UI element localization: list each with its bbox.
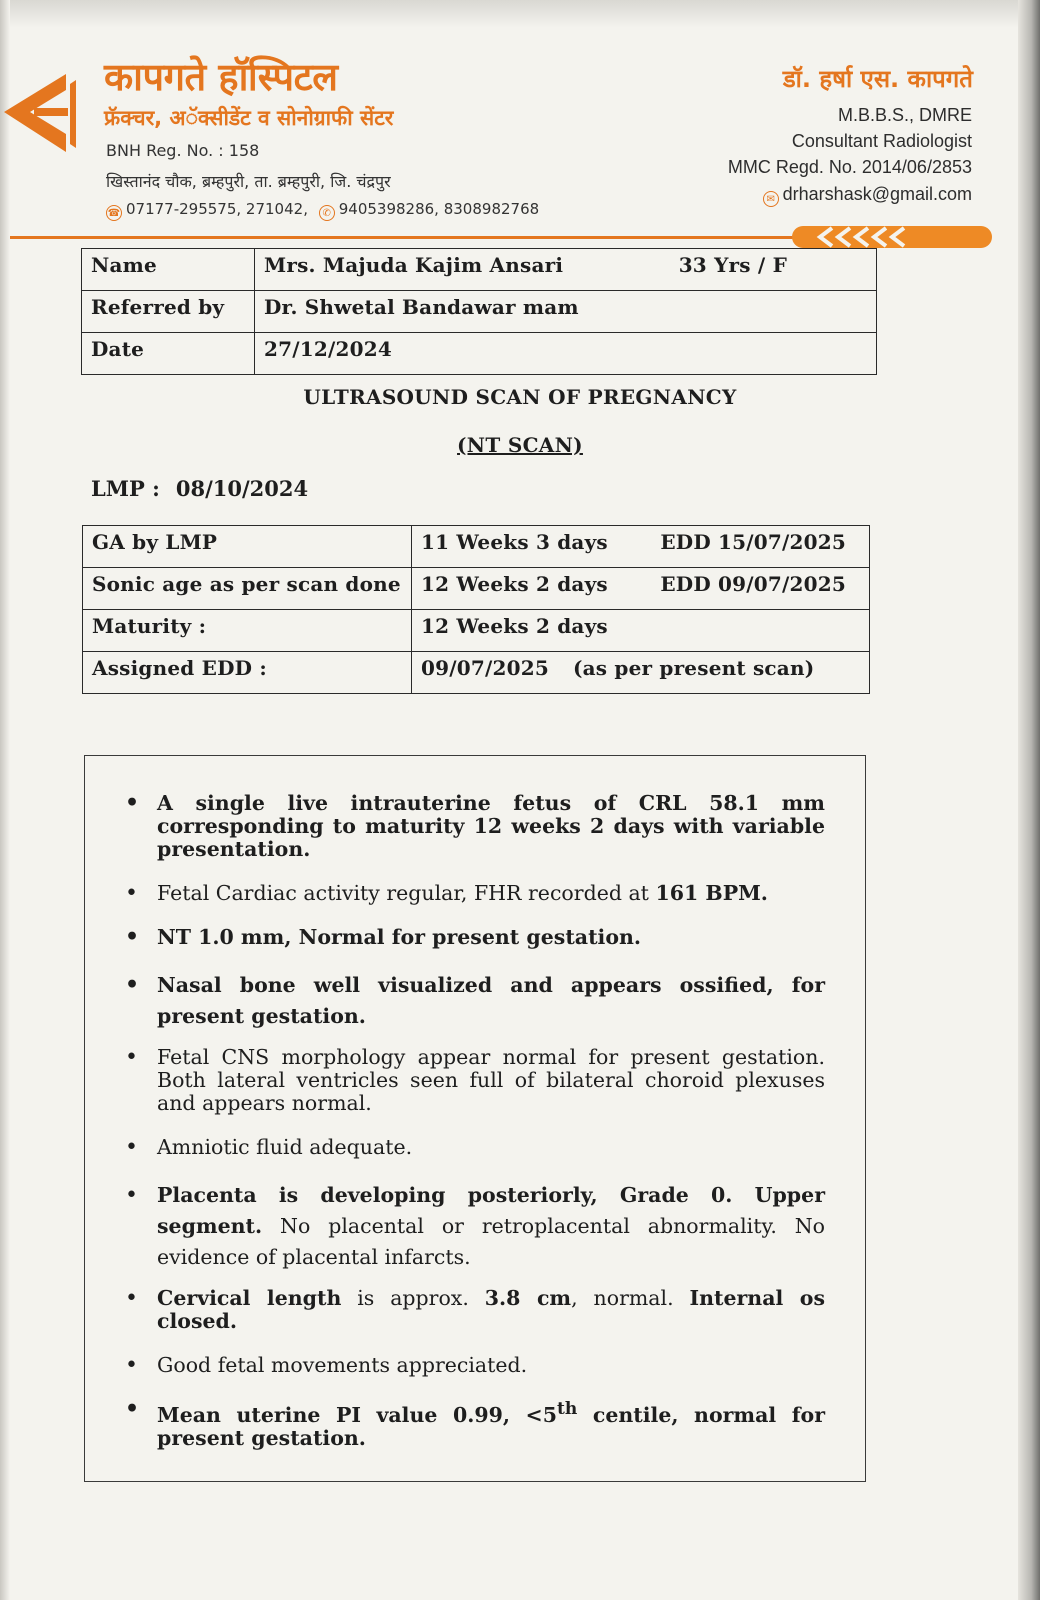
hospital-mobiles: 9405398286, 8308982768 [338, 200, 540, 218]
finding-cardiac [125, 882, 825, 905]
assigned-edd-label: Assigned EDD : [83, 652, 412, 694]
referred-by: Dr. Shwetal Bandawar mam [255, 291, 877, 333]
hospital-logo [4, 72, 80, 154]
cervical-text-2: , normal. [571, 1286, 690, 1310]
doctor-registration: MMC Regd. No. 2014/06/2853 [727, 157, 972, 177]
sonic-age-edd: EDD 09/07/2025 [660, 572, 846, 596]
finding-movements: • Good fetal movements appreciated. [125, 1354, 825, 1377]
assigned-edd-value: 09/07/2025 [421, 656, 549, 680]
cervical-length-label: Cervical length [157, 1286, 342, 1310]
email-icon: ✉ [763, 191, 779, 207]
table-row [82, 249, 877, 291]
hospital-registration: BNH Reg. No. : 158 [106, 141, 260, 160]
chevrons-icon [810, 226, 920, 248]
finding-placenta-grade: Placenta is developing posteriorly, Grade 0. Upper segment. [157, 1183, 825, 1238]
finding-fetus: • A single live intrauterine fetus of CRL 58.1 mm corresponding to maturity 12 weeks 2 days with variable presentation. [125, 792, 825, 861]
ga-lmp-label: GA by LMP [83, 526, 412, 568]
maturity-value: 12 Weeks 2 days [412, 610, 870, 652]
finding-fhr-value: 161 BPM. [655, 881, 768, 905]
hospital-contacts [106, 200, 539, 221]
report-title: ULTRASOUND SCAN OF PREGNANCY [303, 385, 737, 409]
phone-icon: ☎ [106, 205, 122, 221]
assigned-edd-cell [412, 652, 870, 694]
ga-lmp-edd: EDD 15/07/2025 [660, 530, 846, 554]
doctor-name: डॉ. हर्षा एस. कापगते [782, 65, 973, 93]
name-label: Name [82, 249, 255, 291]
lmp-line [91, 476, 308, 501]
ga-lmp-cell [412, 526, 870, 568]
uterine-pi-text: Mean uterine PI value 0.99, <5 [157, 1402, 557, 1427]
finding-uterine-pi [125, 1398, 825, 1450]
mobile-icon: ✆ [319, 205, 335, 221]
table-row [83, 610, 870, 652]
cervical-length-value: 3.8 cm [484, 1286, 572, 1310]
referred-label: Referred by [82, 291, 255, 333]
assigned-edd-note: (as per present scan) [572, 656, 815, 680]
doctor-email-line [763, 184, 972, 207]
centile-superscript: th [557, 1399, 578, 1419]
gestation-table [82, 525, 870, 694]
hospital-address: खिस्तानंद चौक, ब्रम्हपुरी, ता. ब्रम्हपुरी, जि. चंद्रपुर [106, 172, 391, 191]
findings-box [84, 755, 866, 1482]
lmp-label: LMP : [91, 476, 160, 501]
doctor-qualification: M.B.B.S., DMRE [837, 105, 972, 125]
ga-lmp-value: 11 Weeks 3 days [421, 530, 608, 554]
table-row [82, 291, 877, 333]
finding-amniotic: • Amniotic fluid adequate. [125, 1136, 825, 1159]
maturity-label: Maturity : [83, 610, 412, 652]
lmp-date: 08/10/2024 [175, 476, 309, 501]
finding-cervix [125, 1287, 825, 1333]
sonic-age-value: 12 Weeks 2 days [421, 572, 608, 596]
page-shadow-top [0, 0, 1040, 28]
doctor-role: Consultant Radiologist [791, 131, 972, 151]
sonic-age-cell [412, 568, 870, 610]
finding-cns: • Fetal CNS morphology appear normal for present gestation. Both lateral ventricles seen full of bilateral choroid plexuses and appears normal. [125, 1046, 825, 1115]
page-binding [0, 0, 10, 1600]
internal-os-status: Internal os closed. [157, 1286, 825, 1333]
patient-details-table [81, 248, 877, 375]
date-label: Date [82, 333, 255, 375]
patient-name: Mrs. Majuda Kajim Ansari [264, 253, 564, 277]
finding-placenta [125, 1180, 825, 1273]
finding-nasal-bone: • Nasal bone well visualized and appears ossified, for present gestation. [125, 970, 825, 1032]
hospital-tagline: फ्रॅक्चर, अॅक्सीडेंट व सोनोग्राफी सेंटर [104, 106, 394, 130]
patient-name-cell [255, 249, 877, 291]
header-divider [10, 236, 800, 239]
report-subtitle: (NT SCAN) [457, 433, 583, 457]
table-row [83, 526, 870, 568]
report-date: 27/12/2024 [255, 333, 877, 375]
doctor-email: drharshask@gmail.com [782, 184, 972, 204]
uterine-pi-text-2: centile, normal for present gestation. [157, 1402, 826, 1450]
finding-placenta-text: No placental or retroplacental abnormality. No evidence of placental infarcts. [157, 1214, 825, 1269]
finding-cardiac-text: Fetal Cardiac activity regular, FHR recorded at [157, 881, 656, 905]
cervical-text-1: is approx. [341, 1286, 485, 1310]
findings-list [125, 792, 825, 1471]
table-row [82, 333, 877, 375]
table-row [83, 568, 870, 610]
hospital-phones: 07177-295575, 271042, [126, 200, 308, 218]
patient-age-sex: 33 Yrs / F [678, 253, 787, 277]
hospital-name: कापगते हॉस्पिटल [104, 55, 338, 99]
finding-nt: • NT 1.0 mm, Normal for present gestation. [125, 926, 825, 949]
page-edge [1018, 0, 1040, 1600]
sonic-age-label: Sonic age as per scan done [83, 568, 412, 610]
table-row [83, 652, 870, 694]
